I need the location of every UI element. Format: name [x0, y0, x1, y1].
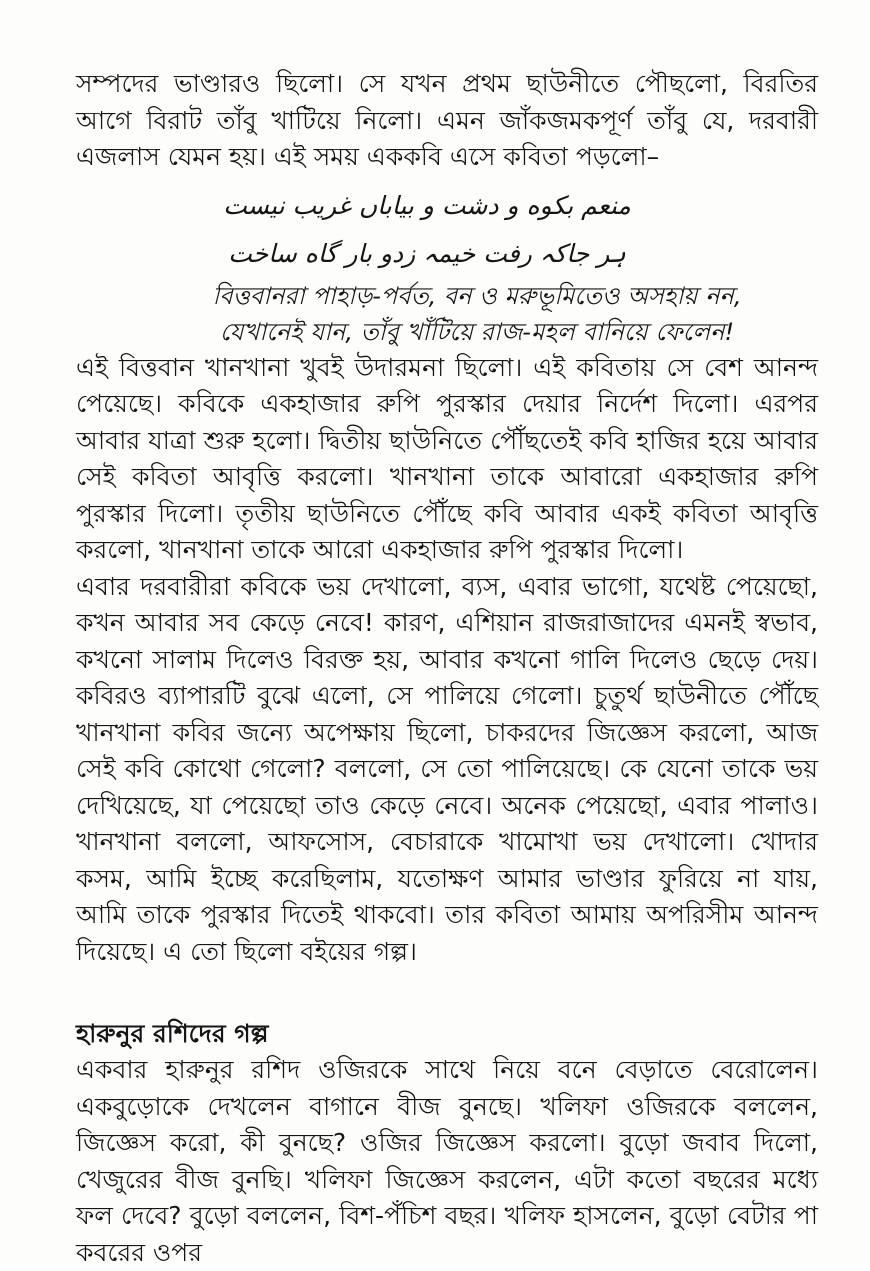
- urdu-verse-line-2: ہر جاکہ رفت خیمہ زدو بار گاه ساخت: [228, 238, 626, 268]
- paragraph-opening: সম্পদের ভাণ্ডারও ছিলো। সে যখন প্রথম ছাউনীতে পৌছলো, বিরতির আগে বিরাট তাঁবু খাটিয়ে নিলো। এমন জাঁকজমকপূর্ণ তাঁবু যে, দরবারী এজলাস যেমন হয়। এই সময় এককবি এসে কবিতা পড়লো–: [76, 69, 818, 171]
- verse-translation-line-1: বিত্তবানরা পাহাড়-পর্বত, বন ও মরুভূমিতেও অসহায় নন,: [212, 281, 742, 310]
- urdu-verse-line-1: منعم بکوه و دشت و بیاباں غریب نیست: [223, 190, 631, 220]
- paragraph-poet-flees: এবার দরবারীরা কবিকে ভয় দেখালো, ব্যস, এবার ভাগো, যথেষ্ট পেয়েছো, কখন আবার সব কেড়ে নেবে! কারণ, এশিয়ান রাজরাজাদের এমনই স্বভাব, কখনো সালাম দিলেও বিরক্ত হয়, আবার কখনো গালি দিলেও ছেড়ে দেয়। কবিরও ব্যাপারটি বুঝে এলো, সে পালিয়ে গেলো। চুতুর্থ ছাউনীতে পৌঁছে খানখানা কবির জন্যে অপেক্ষায় ছিলো, চাকরদের জিজ্ঞেস করলো, আজ সেই কবি কোথো গেলো? বললো, সে তো পালিয়েছে। কে যেনো তাকে ভয় দেখিয়েছে, যা পেয়েছো তাও কেড়ে নেবে। অনেক পেয়েছো, এবার পালাও। খানখানা বললো, আফসোস, বেচারাকে খামোখা ভয় দেখালো। খোদার কসম, আমি ইচ্ছে করেছিলাম, যতোক্ষণ আমার ভাণ্ডার ফুরিয়ে না যায়, আমি তাকে পুরস্কার দিতেই থাকবো। তার কবিতা আমায় অপরিসীম আনন্দ দিয়েছে। এ তো ছিলো বইয়ের গল্প।: [76, 571, 818, 966]
- verse-translation-line-2: যেখানেই যান, তাঁবু খাঁটিয়ে রাজ-মহল বানিয়ে ফেলেন!: [219, 317, 735, 346]
- section-spacer: [76, 970, 818, 1016]
- section-heading: হারুনুর রশিদের গল্প: [76, 1019, 269, 1048]
- paragraph-khankhana-rewards: এই বিত্তবান খানখানা খুবই উদারমনা ছিলো। এই কবিতায় সে বেশ আনন্দ পেয়েছে। কবিকে একহাজার রুপি পুরস্কার দেয়ার নির্দেশ দিলো। এরপর আবার যাত্রা শুরু হলো। দ্বিতীয় ছাউনিতে পৌঁছতেই কবি হাজির হয়ে আবার সেই কবিতা আবৃত্তি করলো। খানখানা তাকে আবারো একহাজার রুপি পুরস্কার দিলো। তৃতীয় ছাউনিতে পৌঁছে কবি আবার একই কবিতা আবৃত্তি করলো, খানখানা তাকে আরো একহাজার রুপি পুরস্কার দিলো।: [76, 352, 818, 564]
- paragraph-harun-story: একবার হারুনুর রশিদ ওজিরকে সাথে নিয়ে বনে বেড়াতে বেরোলেন। একবুড়োকে দেখলেন বাগানে বীজ বুনছে। খলিফা ওজিরকে বললেন, জিজ্ঞেস করো, কী বুনছে? ওজির জিজ্ঞেস করলো। বুড়ো জবাব দিলো, খেজুরের বীজ বুনছি। খলিফা জিজ্ঞেস করলেন, এটা কতো বছরের মধ্যে ফল দেবে? বুড়ো বললেন, বিশ-পঁচিশ বছর। খলিফ হাসলেন, বুড়ো বেটার পা কবরের ওপর: [76, 1055, 818, 1267]
